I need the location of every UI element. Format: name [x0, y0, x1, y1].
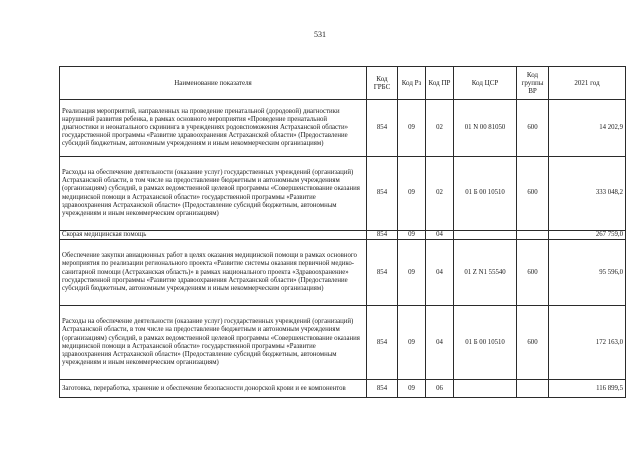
row-csr: 01 Z N1 55540 — [454, 240, 517, 306]
row-csr: 01 Б 00 10510 — [454, 306, 517, 380]
row-csr: 01 N 00 81050 — [454, 100, 517, 157]
row-grbs: 854 — [367, 306, 398, 380]
row-csr — [454, 380, 517, 398]
row-rz: 09 — [398, 380, 426, 398]
row-grbs: 854 — [367, 231, 398, 240]
header-name: Наименование показателя — [60, 67, 367, 100]
row-csr — [454, 231, 517, 240]
row-vr: 600 — [517, 100, 549, 157]
header-pr: Код ПР — [426, 67, 454, 100]
header-grbs: Код ГРБС — [367, 67, 398, 100]
row-name: Расходы на обеспечение деятельности (оказание услуг) государственных учреждений (организаций) Астраханской области, в том числе на предоставление бюджетным и автономным учреждениям (организациям) субсидий, в рамках ведомственной целевой программы «Совершенствование оказания медицинской помощи в Астраханской области» государственной программы «Развитие здравоохранения Астраханской области» (Предоставление субсидий бюджетным, автономным учреждениям и иным некоммерческим организациям) — [60, 157, 367, 231]
row-vr — [517, 380, 549, 398]
row-pr: 04 — [426, 306, 454, 380]
row-name: Обеспечение закупки авиационных работ в целях оказания медицинской помощи в рамках основного мероприятия по реализации регионального проекта «Развитие системы оказания первичной медико-санитарной помощи (Астраханская область)» в рамках национального проекта «Здравоохранение» государственной программы «Развитие здравоохранения Астраханской области» (Предоставление субсидий бюджетным, автономным учреждениям и иным некоммерческим организациям) — [60, 240, 367, 306]
table-row — [60, 380, 626, 398]
row-rz: 09 — [398, 306, 426, 380]
header-vr: Код группы ВР — [517, 67, 549, 100]
row-amount: 116 899,5 — [549, 380, 626, 398]
row-name: Расходы на обеспечение деятельности (оказание услуг) государственных учреждений (организаций) Астраханской области, в том числе на предоставление бюджетным и автономным учреждениям (организациям) субсидий, в рамках ведомственной целевой программы «Совершенствование оказания медицинской помощи в Астраханской области» государственной программы «Развитие здравоохранения Астраханской области» (Предоставление субсидий бюджетным, автономным учреждениям и иным некоммерческим организациям) — [60, 306, 367, 380]
row-rz: 09 — [398, 240, 426, 306]
table-row — [60, 231, 626, 240]
row-amount: 14 202,9 — [549, 100, 626, 157]
budget-table — [59, 66, 626, 398]
row-grbs: 854 — [367, 157, 398, 231]
row-csr: 01 Б 00 10510 — [454, 157, 517, 231]
row-amount: 333 048,2 — [549, 157, 626, 231]
row-vr: 600 — [517, 157, 549, 231]
row-amount: 172 163,0 — [549, 306, 626, 380]
table-header-row — [60, 67, 626, 100]
row-grbs: 854 — [367, 240, 398, 306]
row-name: Скорая медицинская помощь — [60, 231, 367, 240]
row-vr: 600 — [517, 306, 549, 380]
row-pr: 06 — [426, 380, 454, 398]
header-year: 2021 год — [549, 67, 626, 100]
row-pr: 02 — [426, 157, 454, 231]
table-row — [60, 306, 626, 380]
row-rz: 09 — [398, 231, 426, 240]
page-number: 531 — [314, 30, 326, 39]
row-vr: 600 — [517, 240, 549, 306]
row-rz: 09 — [398, 157, 426, 231]
row-rz: 09 — [398, 100, 426, 157]
row-pr: 04 — [426, 231, 454, 240]
table-row — [60, 240, 626, 306]
row-name: Реализация мероприятий, направленных на проведение пренатальной (дородовой) диагностики нарушений развития ребенка, в рамках основного мероприятия «Проведение пренатальной диагностики и неонатального скрининга в учреждениях родовспоможения Астраханской области» государственной программы «Развитие здравоохранения Астраханской области» (Предоставление субсидий бюджетным, автономным учреждениям и иным некоммерческим организациям) — [60, 100, 367, 157]
row-amount: 267 759,0 — [549, 231, 626, 240]
row-pr: 04 — [426, 240, 454, 306]
row-amount: 95 596,0 — [549, 240, 626, 306]
table-row — [60, 100, 626, 157]
row-name: Заготовка, переработка, хранение и обеспечение безопасности донорской крови и ее компонентов — [60, 380, 367, 398]
header-rz: Код Рз — [398, 67, 426, 100]
header-csr: Код ЦСР — [454, 67, 517, 100]
row-grbs: 854 — [367, 380, 398, 398]
row-vr — [517, 231, 549, 240]
table-row — [60, 157, 626, 231]
row-grbs: 854 — [367, 100, 398, 157]
row-pr: 02 — [426, 100, 454, 157]
